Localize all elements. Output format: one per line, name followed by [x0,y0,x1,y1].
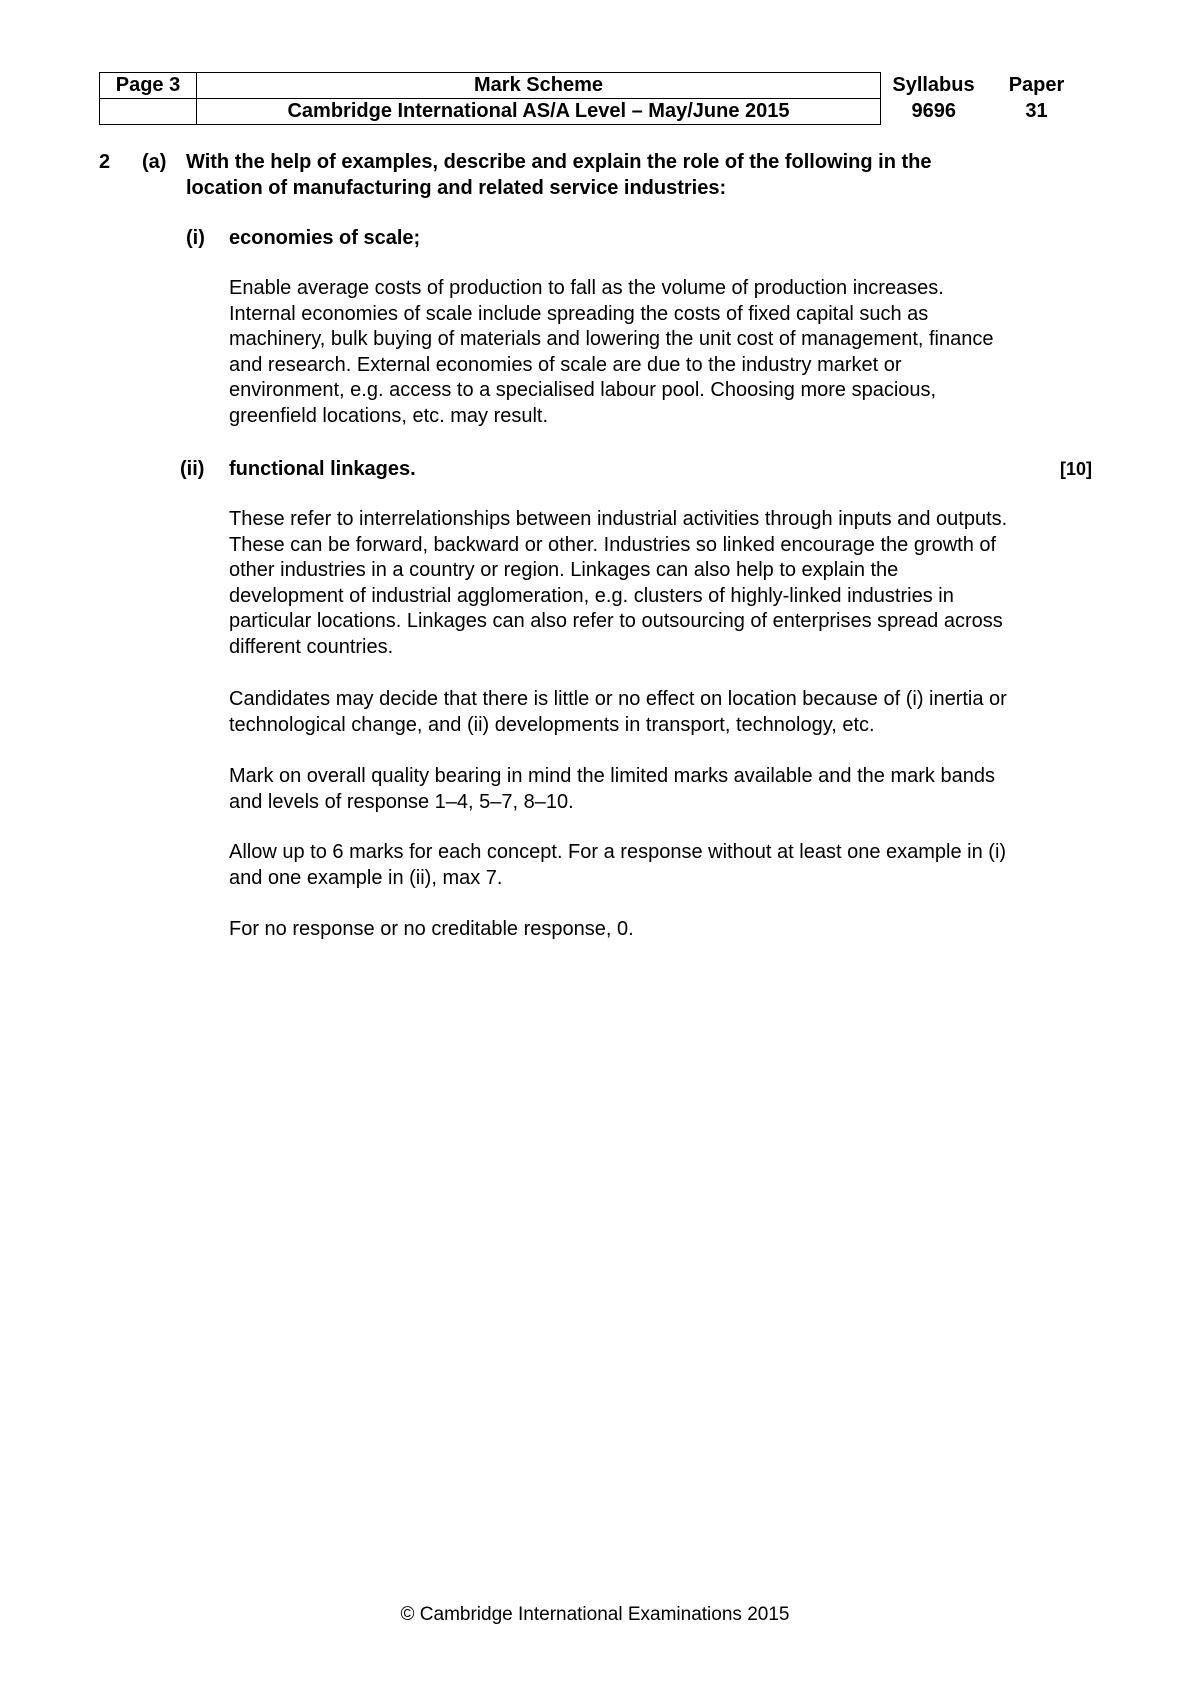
answer-line: environment, e.g. access to a specialised labour pool. Choosing more spacious, [229,379,937,401]
note-line: Mark on overall quality bearing in mind the limited marks available and the mark bands [229,765,995,787]
question-part: (a) [142,151,167,173]
paper-label: Paper [1008,74,1065,96]
sub-question-i-title: economies of scale; [229,227,421,249]
sub-question-i-answer [229,276,1109,429]
question-stem-line: With the help of examples, describe and explain the role of the following in the [186,151,932,173]
answer-line: Enable average costs of production to fall as the volume of production increases. [229,277,944,299]
marking-note [229,917,1109,943]
answer-line: particular locations. Linkages can also refer to outsourcing of enterprises spread across [229,610,1003,632]
syllabus-label: Syllabus [892,74,975,96]
note-line: Candidates may decide that there is little or no effect on location because of (i) inertia or [229,688,1007,710]
marking-note [229,687,1109,738]
syllabus-value: 9696 [911,100,956,122]
marking-note [229,840,1109,891]
copyright-footer: © Cambridge International Examinations 2015 [400,1604,790,1625]
note-line: Allow up to 6 marks for each concept. For a response without at least one example in (i) [229,841,1007,863]
answer-line: greenfield locations, etc. may result. [229,404,549,427]
document-title: Mark Scheme [197,73,881,99]
header-row-1 [100,73,1087,99]
sub-question-i-label: (i) [186,227,205,249]
answer-line: Internal economies of scale include spreading the costs of fixed capital such as [229,302,929,325]
sub-question-ii-title: functional linkages. [229,458,416,480]
question-stem-line: location of manufacturing and related service industries: [186,176,727,199]
header-table [99,72,1087,125]
note-line: and one example in (ii), max 7. [229,866,503,889]
sub-question-ii-answer [229,507,1109,660]
page-label-blank [100,99,197,125]
answer-line: different countries. [229,635,394,658]
answer-line: These refer to interrelationships between industrial activities through inputs and outputs. [229,508,1008,530]
question-stem [186,150,1026,201]
header-row-2 [100,99,1087,125]
answer-line: and research. External economies of scale are due to the industry market or [229,353,902,376]
note-line: technological change, and (ii) developments in transport, technology, etc. [229,713,875,736]
note-line: and levels of response 1–4, 5–7, 8–10. [229,790,574,813]
answer-line: These can be forward, backward or other. Industries so linked encourage the growth of [229,533,997,556]
answer-line: development of industrial agglomeration, e.g. clusters of highly-linked industries in [229,584,954,607]
marks-allocation: [10] [1060,459,1093,479]
sub-question-ii-label: (ii) [180,458,205,480]
note-line: For no response or no creditable response, 0. [229,918,634,940]
marking-note [229,764,1109,815]
page-label: Page 3 [100,73,197,99]
answer-line: other industries in a country or region. Linkages can also help to explain the [229,559,899,581]
answer-line: machinery, bulk buying of materials and lowering the unit cost of management, finance [229,328,994,350]
question-number: 2 [99,151,111,173]
paper-value: 31 [1025,100,1048,122]
document-subtitle: Cambridge International AS/A Level – May/June 2015 [197,99,881,125]
